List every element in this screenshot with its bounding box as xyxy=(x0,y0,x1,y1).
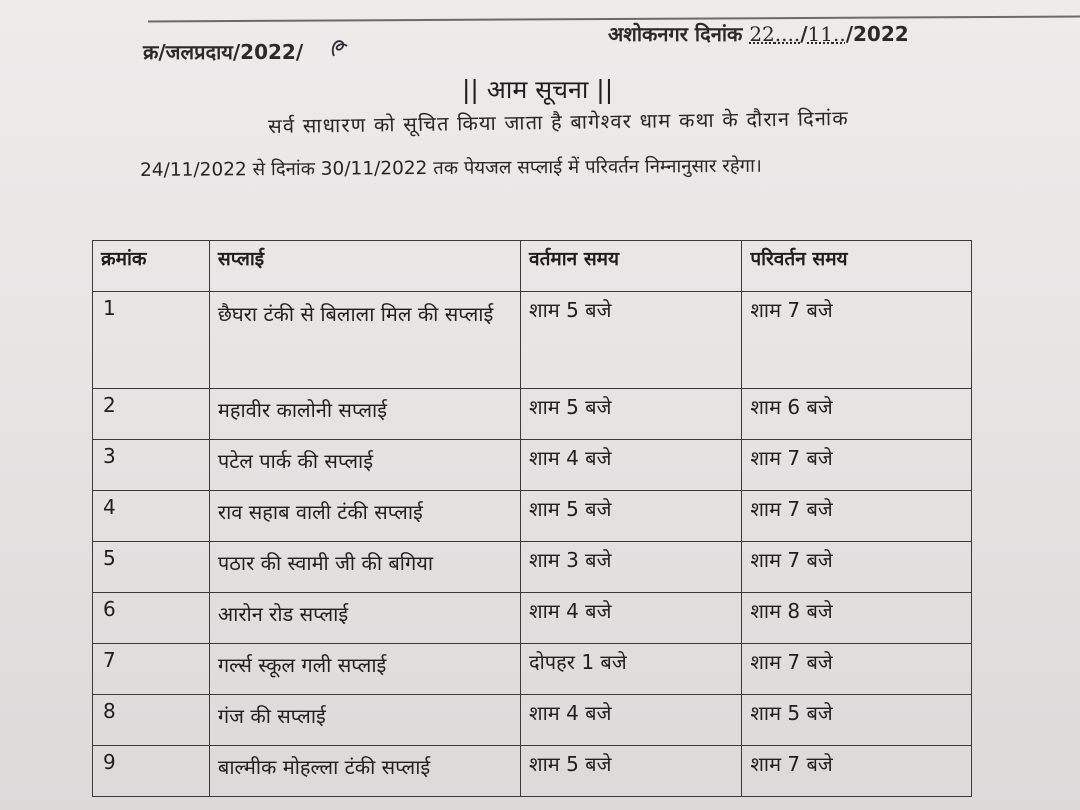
date-day: 22 xyxy=(749,22,775,46)
table-row xyxy=(93,644,972,695)
row-supply: छैघरा टंकी से बिलाला मिल की सप्लाई xyxy=(209,292,520,389)
row-current-time: शाम 4 बजे xyxy=(521,593,742,644)
row-current-time: शाम 4 बजे xyxy=(521,695,742,746)
handwritten-number-mark xyxy=(328,36,352,60)
place-label: अशोकनगर दिनांक xyxy=(608,22,750,46)
row-serial: 9 xyxy=(93,746,210,797)
row-current-time: शाम 5 बजे xyxy=(521,389,742,440)
table-row xyxy=(93,542,972,593)
date-year: /2022 xyxy=(845,22,909,46)
reference-number-text: क्र/जलप्रदाय/2022/ xyxy=(143,40,304,64)
schedule-table-wrapper xyxy=(92,240,1012,810)
table-row xyxy=(93,593,972,644)
row-changed-time: शाम 7 बजे xyxy=(742,746,972,797)
date-month: 11 xyxy=(807,22,833,46)
row-serial: 6 xyxy=(93,593,210,644)
table-row xyxy=(93,746,972,797)
row-supply: गंज की सप्लाई xyxy=(209,695,520,746)
header-current-time: वर्तमान समय xyxy=(521,241,742,292)
row-supply: बाल्मीक मोहल्ला टंकी सप्लाई xyxy=(209,746,520,797)
row-supply: आरोन रोड सप्लाई xyxy=(209,593,520,644)
header-supply: सप्लाई xyxy=(209,241,520,292)
row-supply: राव सहाब वाली टंकी सप्लाई xyxy=(209,491,520,542)
reference-number xyxy=(143,38,303,65)
row-changed-time: शाम 7 बजे xyxy=(742,542,972,593)
table-row xyxy=(93,695,972,746)
row-changed-time: शाम 7 बजे xyxy=(742,440,972,491)
row-serial: 2 xyxy=(93,389,210,440)
table-row xyxy=(93,389,972,440)
supply-schedule-table xyxy=(92,240,972,797)
table-row xyxy=(93,292,972,389)
header-serial: क्रमांक xyxy=(93,241,210,292)
notice-body-line-1: सर्व साधारण को सूचित किया जाता है बागेश्वर धाम कथा के दौरान दिनांक xyxy=(268,105,850,138)
row-supply: गर्ल्स स्कूल गली सप्लाई xyxy=(209,644,520,695)
row-current-time: शाम 4 बजे xyxy=(521,440,742,491)
header-changed-time: परिवर्तन समय xyxy=(742,241,972,292)
notice-body-line-2: 24/11/2022 से दिनांक 30/11/2022 तक पेयजल सप्लाई में परिवर्तन निम्नानुसार रहेगा। xyxy=(140,155,762,181)
row-serial: 8 xyxy=(93,695,210,746)
row-current-time: शाम 5 बजे xyxy=(521,292,742,389)
table-row xyxy=(93,440,972,491)
row-supply: महावीर कालोनी सप्लाई xyxy=(209,389,520,440)
row-serial: 4 xyxy=(93,491,210,542)
row-changed-time: शाम 6 बजे xyxy=(742,389,972,440)
row-changed-time: शाम 7 बजे xyxy=(742,292,972,389)
row-changed-time: शाम 7 बजे xyxy=(742,644,972,695)
row-changed-time: शाम 8 बजे xyxy=(742,593,972,644)
row-changed-time: शाम 5 बजे xyxy=(742,695,972,746)
place-and-date: अशोकनगर दिनांक 22..../11../2022 xyxy=(608,22,909,46)
row-current-time: शाम 5 बजे xyxy=(521,491,742,542)
row-serial: 3 xyxy=(93,440,210,491)
row-current-time: शाम 3 बजे xyxy=(521,542,742,593)
row-serial: 7 xyxy=(93,644,210,695)
row-current-time: दोपहर 1 बजे xyxy=(521,644,742,695)
notice-title: || आम सूचना || xyxy=(462,75,614,104)
table-header-row xyxy=(93,241,972,292)
row-changed-time: शाम 7 बजे xyxy=(742,491,972,542)
row-supply: पटेल पार्क की सप्लाई xyxy=(209,440,520,491)
row-serial: 5 xyxy=(93,542,210,593)
row-supply: पठार की स्वामी जी की बगिया xyxy=(209,542,520,593)
row-current-time: शाम 5 बजे xyxy=(521,746,742,797)
row-serial: 1 xyxy=(93,292,210,389)
table-row xyxy=(93,491,972,542)
